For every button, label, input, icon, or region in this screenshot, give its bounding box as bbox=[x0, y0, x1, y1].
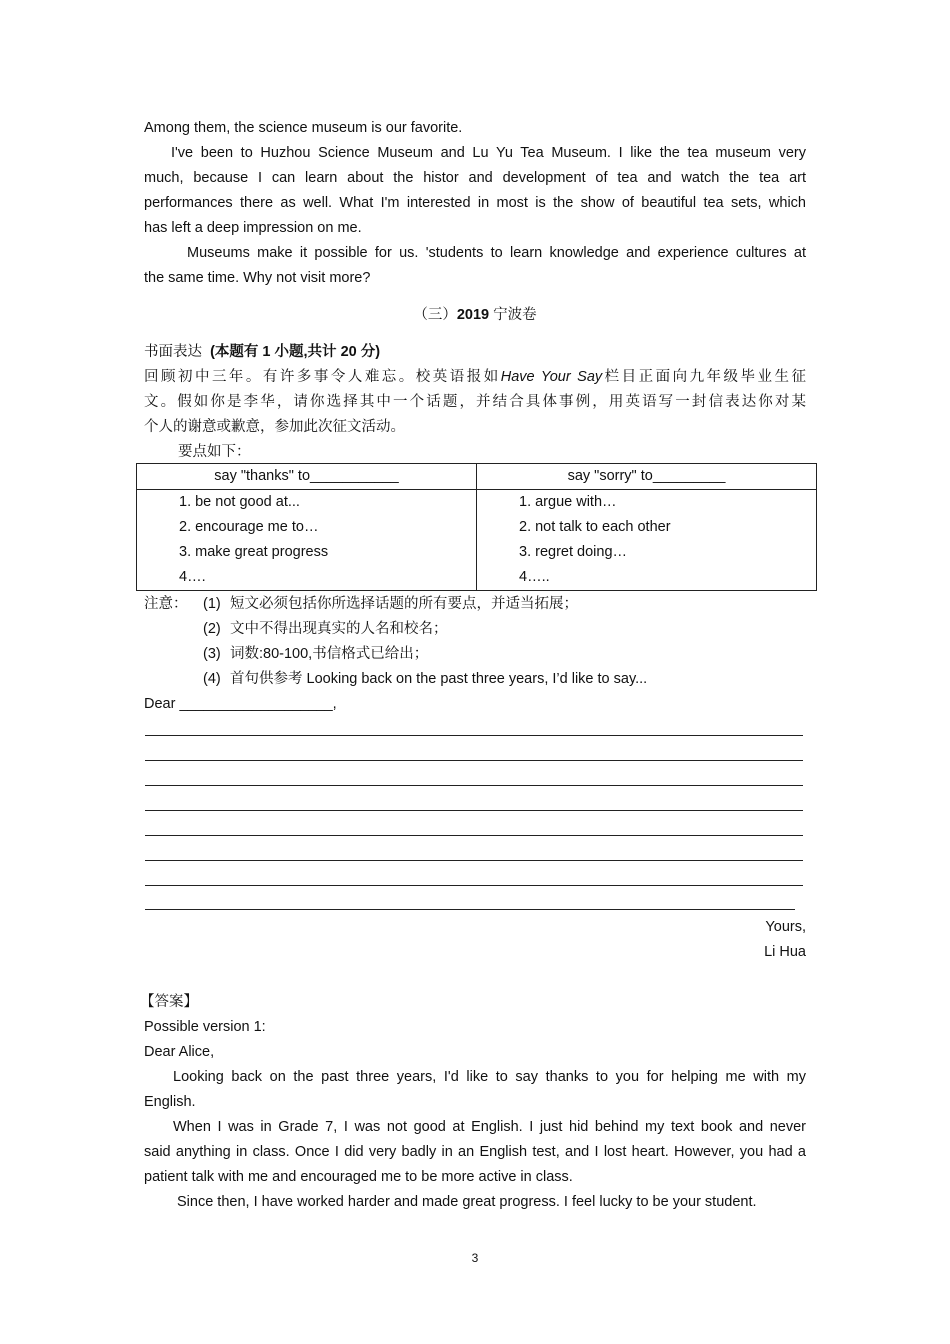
answer-line: When I was in Grade 7, I was not good at English. I just hid behind my text book and never bbox=[173, 1119, 806, 1135]
letter-salutation: Dear ___________________, bbox=[144, 696, 337, 712]
thanks-point: 2. encourage me to… bbox=[179, 519, 319, 535]
thanks-column-header: say "thanks" to___________ bbox=[137, 464, 477, 490]
writing-line bbox=[145, 735, 803, 736]
answer-line: patient talk with me and encouraged me to be more active in class. bbox=[144, 1169, 573, 1185]
writing-line bbox=[145, 760, 803, 761]
writing-line bbox=[145, 860, 803, 861]
thanks-point: 3. make great progress bbox=[179, 544, 329, 560]
passage-line: much, because I can learn about the histor and development of tea and watch the tea art bbox=[144, 170, 806, 186]
section-prefix: （三） bbox=[413, 307, 457, 323]
column-name: Have Your Say bbox=[500, 369, 603, 385]
task-paragraph-line: 回顾初中三年。有许多事令人难忘。校英语报如Have Your Say栏目正面向九年级毕业生征 bbox=[144, 369, 806, 385]
sorry-points-cell bbox=[477, 490, 817, 591]
answer-line: said anything in class. Once I did very badly in an English test, and I lost heart. However, you had a bbox=[144, 1144, 806, 1160]
section-year: 2019 bbox=[456, 307, 490, 323]
letter-signature: Li Hua bbox=[764, 944, 806, 960]
answer-line: English. bbox=[144, 1094, 196, 1110]
answer-line: Since then, I have worked harder and made great progress. I feel lucky to be your student. bbox=[177, 1194, 757, 1210]
task-count: 1 bbox=[262, 344, 271, 360]
key-points-label: 要点如下： bbox=[178, 444, 251, 460]
note-number: (2) bbox=[203, 621, 221, 637]
section-name: 宁波卷 bbox=[489, 307, 537, 323]
task-paragraph-line: 个人的谢意或歉意，参加此次征文活动。 bbox=[144, 419, 405, 435]
passage-line: Among them, the science museum is our favorite. bbox=[144, 120, 463, 136]
note-text: 短文必须包括你所选择话题的所有要点，并适当拓展； bbox=[230, 596, 578, 612]
key-points-table bbox=[136, 463, 817, 591]
writing-line bbox=[145, 835, 803, 836]
task-heading-part: 小题,共计 bbox=[270, 344, 341, 360]
sorry-point: 3. regret doing… bbox=[519, 544, 628, 560]
task-heading-label: 书面表达 bbox=[144, 344, 202, 360]
task-paragraph-line: 文。假如你是李华，请你选择其中一个话题，并结合具体事例，用英语写一封信表达你对某 bbox=[144, 394, 806, 410]
note-number: (1) bbox=[203, 596, 221, 612]
task-heading-part: 分) bbox=[356, 344, 381, 360]
thanks-point: 4…. bbox=[179, 569, 206, 585]
thanks-points-cell bbox=[137, 490, 477, 591]
section-heading bbox=[144, 303, 806, 328]
task-heading-part: (本题有 bbox=[210, 344, 263, 360]
passage-line: I've been to Huzhou Science Museum and Lu Yu Tea Museum. I like the tea museum very bbox=[171, 145, 806, 161]
note-text: 词数:80-100,书信格式已给出； bbox=[230, 646, 429, 662]
writing-line bbox=[145, 909, 795, 910]
writing-line bbox=[145, 785, 803, 786]
note-text: 首句供参考 Looking back on the past three years, I’d like to say... bbox=[230, 671, 648, 687]
task-score: 20 bbox=[340, 344, 357, 360]
sorry-point: 2. not talk to each other bbox=[519, 519, 671, 535]
note-number: (3) bbox=[203, 646, 221, 662]
answer-greeting: Dear Alice, bbox=[144, 1044, 215, 1060]
sorry-point: 4….. bbox=[519, 569, 550, 585]
notes-label: 注意： bbox=[144, 596, 188, 612]
answer-line: Looking back on the past three years, I'd like to say thanks to you for helping me with my bbox=[173, 1069, 806, 1085]
answer-version: Possible version 1: bbox=[144, 1019, 266, 1035]
sorry-point: 1. argue with… bbox=[519, 494, 617, 510]
letter-closing: Yours, bbox=[765, 919, 806, 935]
note-text: 文中不得出现真实的人名和校名； bbox=[230, 621, 448, 637]
passage-line: performances there as well. What I'm interested in most is the show of beautiful tea sets, which bbox=[144, 195, 806, 211]
passage-line: the same time. Why not visit more? bbox=[144, 270, 371, 286]
writing-line bbox=[145, 885, 803, 886]
passage-line: Museums make it possible for us. 'students to learn knowledge and experience cultures at bbox=[187, 245, 806, 261]
passage-line: has left a deep impression on me. bbox=[144, 220, 362, 236]
note-number: (4) bbox=[203, 671, 221, 687]
sorry-column-header: say "sorry" to_________ bbox=[477, 464, 817, 490]
writing-line bbox=[145, 810, 803, 811]
task-heading bbox=[144, 340, 806, 365]
page-number: 3 bbox=[471, 1251, 479, 1265]
answer-label: 【答案】 bbox=[140, 994, 198, 1010]
thanks-point: 1. be not good at... bbox=[179, 494, 300, 510]
